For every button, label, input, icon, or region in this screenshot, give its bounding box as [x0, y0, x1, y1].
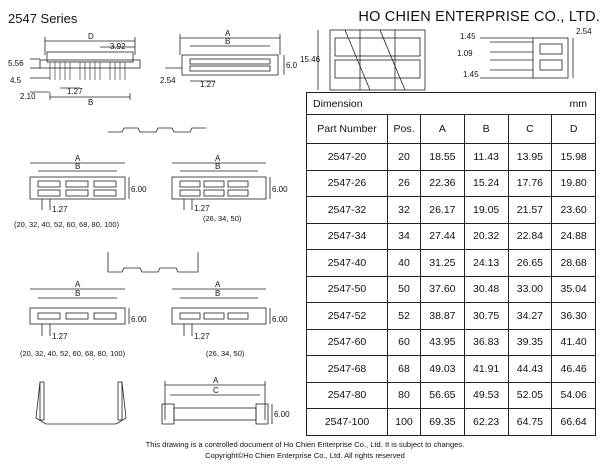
cell: 46.46 [552, 356, 596, 383]
table-row [307, 276, 596, 303]
label-1-27: 1.27 [52, 332, 68, 341]
cell: 52.05 [508, 382, 552, 409]
cell: 49.53 [464, 382, 508, 409]
cell: 41.91 [464, 356, 508, 383]
side-section-view [480, 38, 573, 78]
table-row [307, 409, 596, 436]
cell: 41.40 [552, 329, 596, 356]
strip-profile-3-left [40, 382, 44, 420]
col-pos: Pos. [388, 115, 421, 144]
cell: 2547-80 [307, 382, 388, 409]
label-b: B [75, 162, 81, 171]
cell: 68 [388, 356, 421, 383]
label-6-00: 6.00 [131, 185, 147, 194]
cell: 2547-100 [307, 409, 388, 436]
cell: 2547-20 [307, 144, 388, 171]
label-1-45-top: 1.45 [460, 32, 476, 41]
cell: 23.60 [552, 197, 596, 224]
cell: 2547-60 [307, 329, 388, 356]
cell: 32 [388, 197, 421, 224]
cell: 37.60 [421, 276, 465, 303]
label-3-92: 3.92 [110, 42, 126, 51]
company-name: HO CHIEN ENTERPRISE CO., LTD. [358, 9, 600, 25]
view-d-note: (26, 34, 50) [206, 349, 245, 358]
cell: 36.30 [552, 303, 596, 330]
cell: 40 [388, 250, 421, 277]
cell: 11.43 [464, 144, 508, 171]
label-1-27: 1.27 [52, 205, 68, 214]
strip-profile-3-right [118, 382, 122, 420]
cell: 34.27 [508, 303, 552, 330]
cell: 49.03 [421, 356, 465, 383]
cell: 2547-68 [307, 356, 388, 383]
footer-notice: This drawing is a controlled document of Ho Chien Enterprise Co., Ltd. It is subject to changes. [145, 440, 465, 449]
cell: 2547-34 [307, 223, 388, 250]
label-6-00: 6.00 [274, 410, 290, 419]
cell: 31.25 [421, 250, 465, 277]
column-header-row [307, 115, 596, 144]
cell: 66.64 [552, 409, 596, 436]
table-row [307, 197, 596, 224]
dimension-header-row [307, 93, 596, 115]
cell: 28.68 [552, 250, 596, 277]
cell: 22.84 [508, 223, 552, 250]
label-1-09: 1.09 [457, 49, 473, 58]
cell: 21.57 [508, 197, 552, 224]
cell: 38.87 [421, 303, 465, 330]
cell: 69.35 [421, 409, 465, 436]
table-row [307, 329, 596, 356]
label-2-10: 2.10 [20, 92, 36, 101]
cell: 35.04 [552, 276, 596, 303]
table-row [307, 382, 596, 409]
table-row [307, 170, 596, 197]
label-2-54: 2.54 [160, 76, 176, 85]
view-b [172, 163, 270, 210]
cell: 2547-50 [307, 276, 388, 303]
cell: 15.24 [464, 170, 508, 197]
label-6-00: 6.00 [131, 315, 147, 324]
cell: 24.13 [464, 250, 508, 277]
label-c: C [213, 386, 219, 395]
table-row [307, 303, 596, 330]
view-c-note: (20, 32, 40, 52, 60, 68, 80, 100) [20, 349, 126, 358]
cell: 36.83 [464, 329, 508, 356]
table-row [307, 223, 596, 250]
label-5-56: 5.56 [8, 59, 24, 68]
label-1-27: 1.27 [194, 332, 210, 341]
label-6-00: 6.00 [272, 185, 288, 194]
cell: 43.95 [421, 329, 465, 356]
col-part-number: Part Number [307, 115, 388, 144]
col-b: B [464, 115, 508, 144]
cell: 54.06 [552, 382, 596, 409]
cell: 27.44 [421, 223, 465, 250]
cell: 44.43 [508, 356, 552, 383]
label-1-27: 1.27 [200, 80, 216, 89]
label-a: A [215, 280, 221, 289]
cell: 20 [388, 144, 421, 171]
cell: 19.80 [552, 170, 596, 197]
label-6-00: 6.00 [272, 315, 288, 324]
cell: 19.05 [464, 197, 508, 224]
dimension-title: Dimension [313, 97, 363, 110]
cell: 26 [388, 170, 421, 197]
label-1-27: 1.27 [194, 204, 210, 213]
col-d: D [552, 115, 596, 144]
cell: 20.32 [464, 223, 508, 250]
cell: 30.48 [464, 276, 508, 303]
label-4-5: 4.5 [10, 76, 22, 85]
view-b-note: (26, 34, 50) [203, 214, 242, 223]
table-row [307, 250, 596, 277]
cell: 2547-40 [307, 250, 388, 277]
label-a: A [75, 154, 81, 163]
cell: 64.75 [508, 409, 552, 436]
cell: 62.23 [464, 409, 508, 436]
label-6-0: 6.0 [286, 61, 298, 70]
top-right-view [318, 30, 425, 90]
cell: 2547-52 [307, 303, 388, 330]
series-title: 2547 Series [8, 11, 78, 26]
strip-profile-2 [108, 252, 198, 272]
cell: 22.36 [421, 170, 465, 197]
label-b: B [215, 162, 221, 171]
cell: 34 [388, 223, 421, 250]
label-b: B [225, 37, 231, 46]
table-row [307, 356, 596, 383]
dimension-title-cell [307, 93, 596, 115]
cell: 18.55 [421, 144, 465, 171]
cell: 100 [388, 409, 421, 436]
cell: 33.00 [508, 276, 552, 303]
cell: 2547-26 [307, 170, 388, 197]
label-1-27: 1.27 [67, 87, 83, 96]
cell: 52 [388, 303, 421, 330]
cell: 50 [388, 276, 421, 303]
strip-profile-1 [108, 128, 206, 132]
cell: 13.95 [508, 144, 552, 171]
dimension-table [306, 92, 596, 436]
cell: 26.17 [421, 197, 465, 224]
table-row [307, 144, 596, 171]
label-2-54: 2.54 [576, 27, 592, 36]
label-a: A [225, 29, 231, 38]
cell: 17.76 [508, 170, 552, 197]
view-d [172, 289, 270, 336]
cell: 30.75 [464, 303, 508, 330]
footer-copyright: Copyright©Ho Chien Enterprise Co., Ltd. All rights reserved [205, 451, 405, 460]
label-b: B [215, 289, 221, 298]
cell: 80 [388, 382, 421, 409]
label-a: A [213, 376, 219, 385]
label-d: D [88, 32, 94, 41]
unit-label: mm [569, 97, 587, 110]
cell: 56.65 [421, 382, 465, 409]
label-1-45-bottom: 1.45 [463, 70, 479, 79]
cell: 26.65 [508, 250, 552, 277]
label-a: A [75, 280, 81, 289]
label-a: A [215, 154, 221, 163]
col-a: A [421, 115, 465, 144]
cell: 60 [388, 329, 421, 356]
cell: 15.98 [552, 144, 596, 171]
cell: 2547-32 [307, 197, 388, 224]
view-a-note: (20, 32, 40, 52, 60, 68, 80, 100) [14, 220, 120, 229]
label-15-46: 15.46 [300, 55, 321, 64]
cell: 39.35 [508, 329, 552, 356]
strip-profile-3 [36, 382, 126, 424]
cell: 24.88 [552, 223, 596, 250]
col-c: C [508, 115, 552, 144]
label-b: B [75, 289, 81, 298]
label-b: B [88, 98, 94, 107]
